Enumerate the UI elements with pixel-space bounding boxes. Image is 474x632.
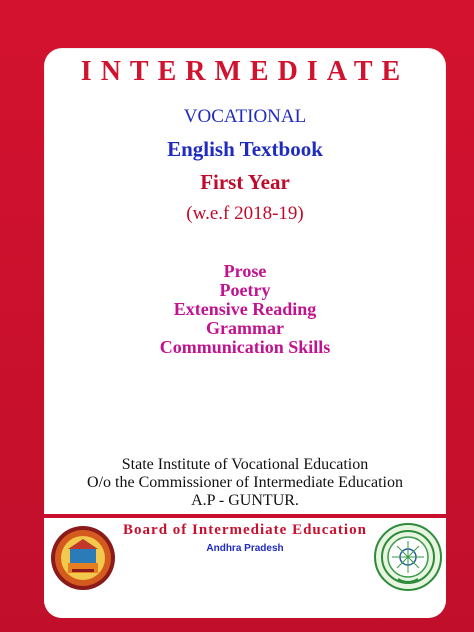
board-name: Board of Intermediate Education — [123, 522, 367, 538]
institute-block — [44, 456, 446, 510]
year-label: First Year — [200, 170, 290, 194]
topic-communication-skills: Communication Skills — [159, 337, 331, 357]
topic-prose: Prose — [223, 261, 267, 281]
cover-card — [44, 48, 446, 618]
edition-label: (w.e.f 2018-19) — [186, 203, 304, 224]
institute-line-3: A.P - GUNTUR. — [191, 492, 299, 509]
cover-title: INTERMEDIATE — [80, 56, 410, 87]
book-title: English Textbook — [167, 137, 323, 161]
state-name: Andhra Pradesh — [206, 543, 284, 554]
topic-extensive-reading: Extensive Reading — [173, 299, 317, 319]
state-emblem-icon — [374, 523, 442, 591]
institute-line-2: O/o the Commissioner of Intermediate Education — [87, 474, 403, 491]
stream-label: VOCATIONAL — [183, 106, 307, 127]
board-seal-icon — [50, 525, 116, 591]
topics-list — [44, 262, 446, 357]
topic-poetry: Poetry — [219, 280, 271, 300]
institute-line-1: State Institute of Vocational Education — [121, 456, 369, 473]
topic-grammar: Grammar — [206, 318, 284, 338]
